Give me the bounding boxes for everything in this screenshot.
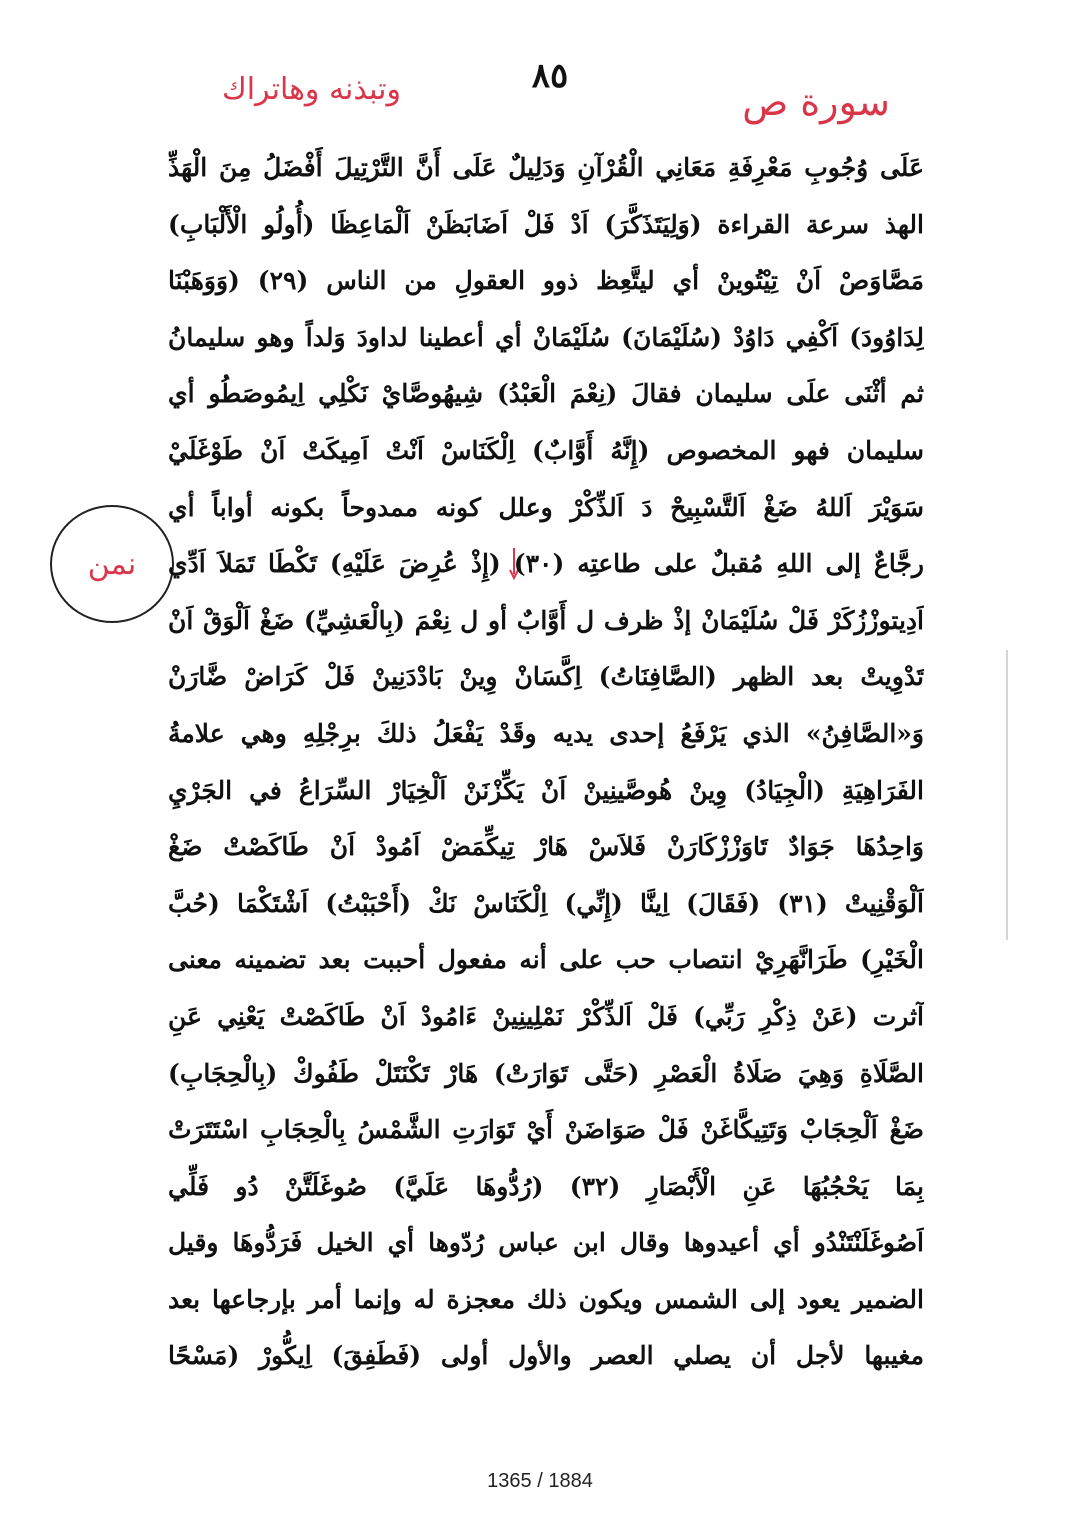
text-line: اَلْوَقْنِيتْ (٣١) (فَقَالَ) اِينَّا (إِنِّي) اِلْكَنَاسْ نَكْ (أَحْبَبْتُ) اَشْتَكْمَا (حُبَّ [168,888,924,918]
text-line: تَدْوِيتْ بعد الظهر (الصَّافِنَاتُ) اِكَّسَانْ وِينْ بَادْدَنِينْ فَلْ كَرَاضْ ضَّارَنْ [168,662,924,692]
text-line: سليمان فهو المخصوص (إِنَّهُ أَوَّابٌ) اِلْكَنَاسْ اَنْتْ اَمِيكَتْ اَنْ طَوْغَلَيْ [168,435,924,465]
text-line: الضمير يعود إلى الشمس ويكون ذلك معجزة له وإنما أمر بإرجاعها بعد [168,1284,924,1314]
text-line: اَصُوغَلَنْتَنْدُو أي أعيدوها وقال ابن عباس رُدّوها أي الخيل فَرَدُّوهَا وقيل [168,1228,924,1258]
page-edge-shadow [1006,650,1008,940]
pagination-indicator: 1365 / 1884 [487,1470,593,1492]
body-text [168,140,924,1385]
text-line: ثم أثْنَى علَى سليمان فقالَ (نِعْمَ الْعَبْدُ) شِيهُوصَّايْ نَكْلِي اِيمُوصَطُو أي [168,379,924,409]
text-line: اَدِيتوزْزُكَرْ فَلْ سُلَيْمَانْ إذْ ظرف ل أَوَّابٌ أو ل نِعْمَ (بِالْعَشِيِّ) ضَغْ اَلْوَقْ اَنْ [168,605,924,635]
circled-margin-note [50,505,174,623]
text-line: وَاحِدُهَا جَوَادٌ تَاوَزْزْكَارَنْ فَلاَسْ هَارْ تِيكِّمَضْ اَمُودْ اَنْ طَاكَصْتْ ضَغْ [168,832,924,862]
text-line: سَوَيْرَ اَللهُ ضَغْ اَلتَّسْبِيحْ دَ اَلذِّكْرْ وعلل كونه ممدوحاً بكونه أواباً أي [168,492,924,522]
text-line: رجَّاعٌ إلى اللهِ مُقبلٌ على طاعتِه (٣٠) (إِذْ عُرِضَ عَلَيْهِ) تَكْطَا تَمَلاَ اَدِّي [168,549,924,579]
text-line: الْخَيْرِ) طَرَانَّهَرِيْ انتصاب حب على أنه مفعول أحببت بعد تضمينه معنى [168,945,924,975]
text-line: لِدَاوُودَ) اَكْفِي دَاوُدْ (سُلَيْمَانَ) سُلَيْمَانْ أي أعطينا لداودَ وَلداً وهو سليمانُ [168,322,924,352]
text-line: الفَرَاهِيَةِ (الْجِيَادُ) وِينْ هُوصَّينِينْ اَنْ يَكِّزْنَنْ اَلْخِيَارْ السِّرَاعُ في الجَرْيِ [168,775,924,805]
handwritten-surah-title: سورة ص [742,80,890,124]
text-line: مغيبها لأجل أن يصلي العصر والأول أولى (فَطَفِقَ) اِيكُّورْ (مَسْحًا [168,1341,924,1371]
text-line: الصَّلَاةِ وَهِيَ صَلَاةُ الْعَصْرِ (حَتَّى تَوَارَتْ) هَارْ تَكْنَتَلْ طَفُوكْ (بِالْحِجَابِ) [168,1058,924,1088]
text-line: وَ«الصَّافِنُ» الذي يَرْفَعُ إحدى يديه وقَدْ يَفْعَلُ ذلكَ برِجْلِهِ وهي علامةُ [168,718,924,748]
text-line: عَلَى وُجُوبِ مَعْرِفَةِ مَعَانِي الْقُرْآنِ وَدَلِيلٌ عَلَى أَنَّ التَّرْتِيلَ أَفْضَلُ مِنَ الْهَذِّ [168,153,924,182]
page-number: ٨٥ [531,56,569,96]
handwritten-header-note: وتبذنه وهاتراك [222,72,402,107]
margin-note-text: نمن [87,546,137,582]
text-line: ضَغْ اَلْحِجَابْ وَتَتِيكَّاغَنْ فَلْ صَوَاضَنْ أَيْ تَوَارَتِ الشَّمْسُ بِالْحِجَابِ اسْتَتَرَتْ [168,1115,924,1145]
text-line: مَصَّاوَصْ اَنْ تِيْتُوينْ أي ليتَّعِظ ذوو العقولِ من الناس (٢٩) (وَوَهَبْنَا [168,266,924,296]
text-line: آثرت (عَنْ ذِكْرِ رَبِّي) فَلْ اَلذِّكْرْ نَمْلِينِينْ ءَامُودْ اَنْ طَاكَصْتْ يَعْنِي عَنِ [168,1001,924,1031]
text-line: بِمَا يَحْجُبُهَا عَنِ الْأَبْصَارِ (٣٢) (رُدُّوهَا عَلَيَّ) صُوغَلَتَّنْ دُو فَلِّي [168,1171,924,1201]
text-line: الهذ سرعة القراءة (وَلِيَتَذَكَّرَ) اَدْ فَلْ اَضَابَظَنْ اَلْمَاعِظَا (أُولُو الْأَلْبَابِ) [168,209,924,239]
